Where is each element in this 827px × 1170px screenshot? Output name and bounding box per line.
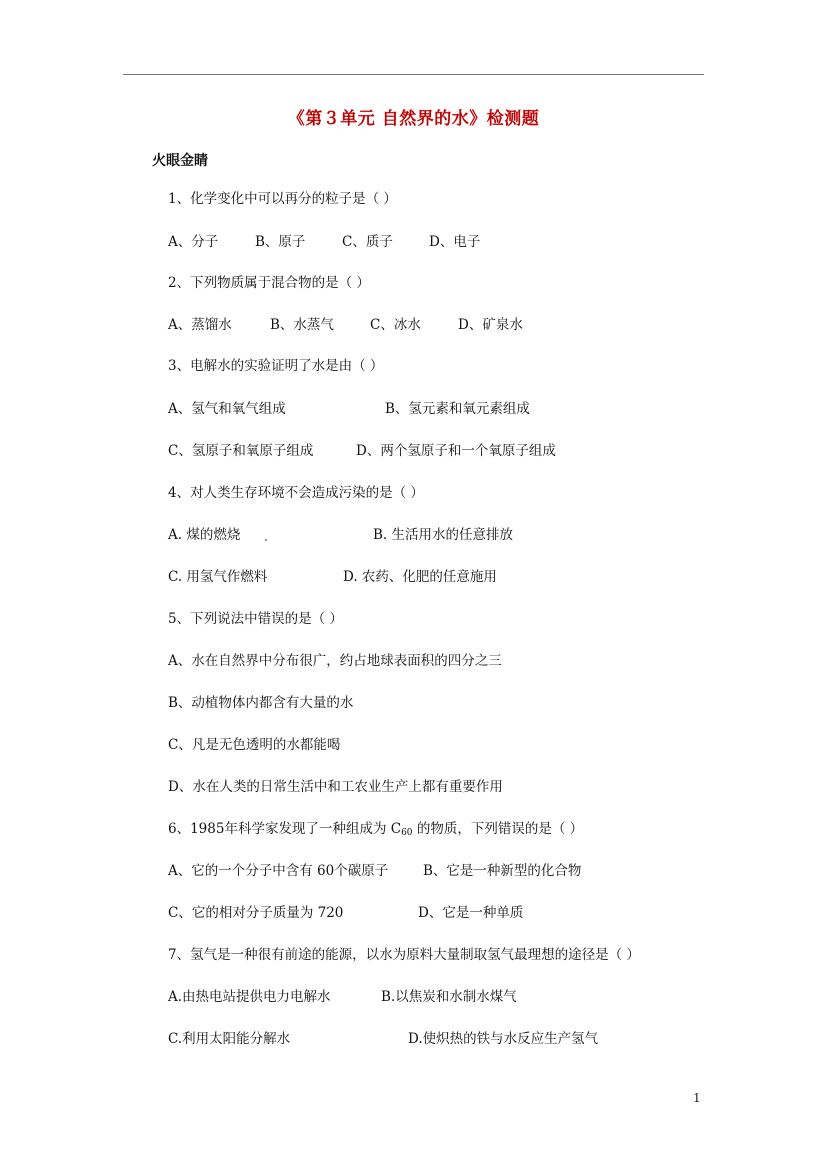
option-a: A、水在自然界中分布很广，约占地球表面积的四分之三 xyxy=(168,653,502,669)
option-b: B. 生活用水的任意排放 xyxy=(373,527,514,543)
option-d: D.使炽热的铁与水反应生产氢气 xyxy=(408,1031,599,1047)
option-b: B、它是一种新型的化合物 xyxy=(423,863,582,879)
option-b: B、动植物体内都含有大量的水 xyxy=(168,695,354,711)
question-2: 2、下列物质属于混合物的是（ ） xyxy=(168,275,370,291)
option-a: A. 煤的燃烧 xyxy=(168,527,241,543)
section-title: 火眼金睛 xyxy=(152,153,208,169)
option-d: D、电子 xyxy=(429,234,481,250)
question-1: 1、化学变化中可以再分的粒子是（ ） xyxy=(168,191,397,207)
option-c: C.利用太阳能分解水 xyxy=(168,1031,291,1047)
option-d: D、两个氢原子和一个氧原子组成 xyxy=(356,443,556,459)
option-d: D. 农药、化肥的任意施用 xyxy=(343,569,497,585)
question-6-subscript: 60 xyxy=(401,828,413,838)
option-a: A、氢气和氧气组成 xyxy=(168,401,286,417)
question-6 xyxy=(168,820,583,842)
option-c: C. 用氢气作燃料 xyxy=(168,569,268,585)
option-b: B、水蒸气 xyxy=(270,317,334,333)
question-6-stem-pre: 6、1985年科学家发现了一种组成为 C xyxy=(168,821,402,837)
question-7: 7、氢气是一种很有前途的能源，以水为原料大量制取氢气最理想的途径是（ ） xyxy=(168,947,640,963)
option-a: A、它的一个分子中含有 60个碳原子 xyxy=(168,863,389,879)
question-3: 3、电解水的实验证明了水是由（ ） xyxy=(168,358,384,374)
option-c: C、它的相对分子质量为 720 xyxy=(168,905,344,921)
option-b: B.以焦炭和水制水煤气 xyxy=(381,989,517,1005)
option-d: D、它是一种单质 xyxy=(418,905,524,921)
question-5: 5、下列说法中错误的是（ ） xyxy=(168,611,343,627)
option-c: C、凡是无色透明的水都能喝 xyxy=(168,737,341,753)
option-a: A.由热电站提供电力电解水 xyxy=(168,989,331,1005)
option-a: A、分子 xyxy=(168,234,219,250)
option-d: D、水在人类的日常生活中和工农业生产上都有重要作用 xyxy=(168,779,503,795)
document-title: 《第３单元 自然界的水》检测题 xyxy=(287,109,540,129)
stray-dot xyxy=(265,539,267,541)
option-c: C、冰水 xyxy=(370,317,421,333)
option-c: C、氢原子和氧原子组成 xyxy=(168,443,314,459)
header-rule xyxy=(123,74,704,75)
page-number: 1 xyxy=(693,1091,701,1105)
question-4: 4、对人类生存环境不会造成污染的是（ ） xyxy=(168,485,424,501)
question-6-stem-post: 的物质，下列错误的是（ ） xyxy=(412,821,584,837)
option-b: B、氢元素和氧元素组成 xyxy=(385,401,530,417)
option-b: B、原子 xyxy=(255,234,306,250)
option-a: A、蒸馏水 xyxy=(168,317,232,333)
option-d: D、矿泉水 xyxy=(458,317,523,333)
option-c: C、质子 xyxy=(342,234,393,250)
